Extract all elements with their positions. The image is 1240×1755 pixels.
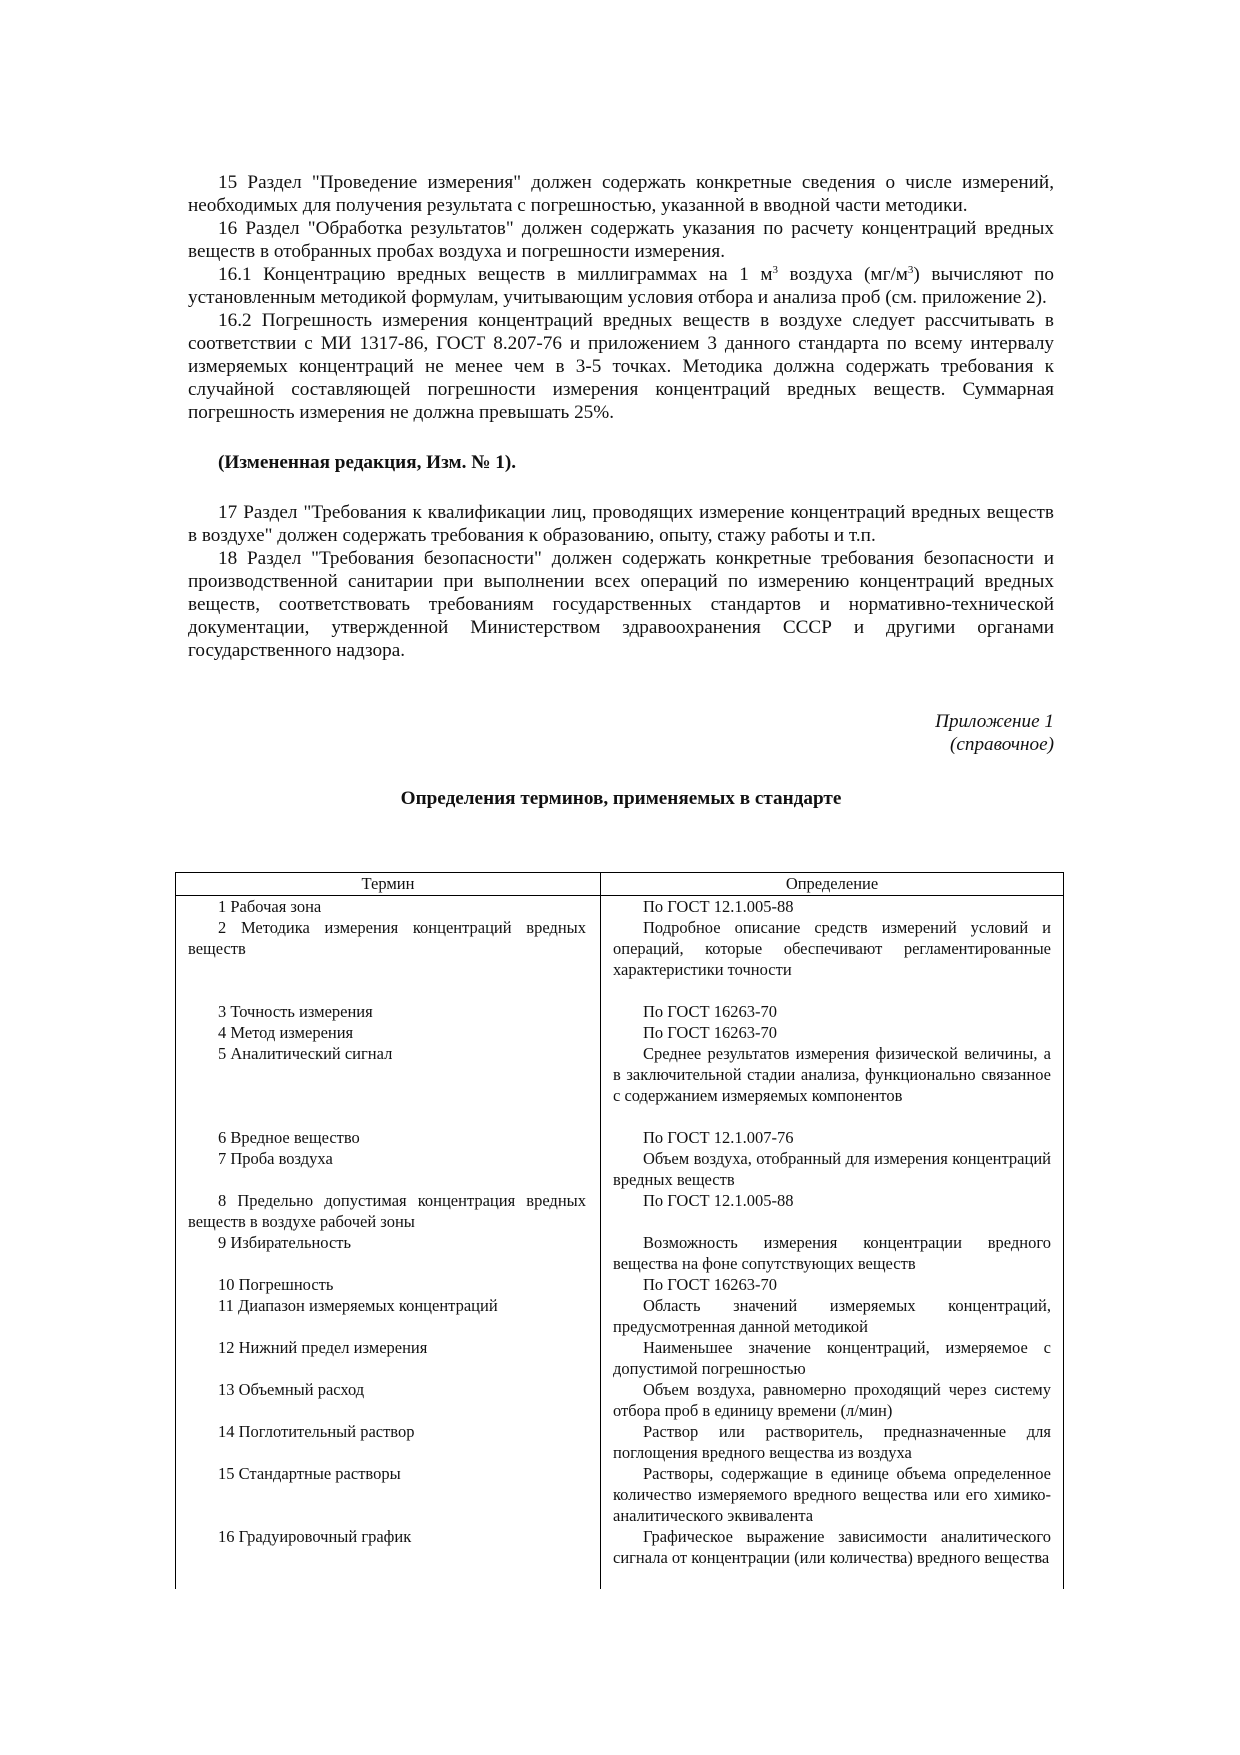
term-cell: 2 Методика измерения концентраций вредных веществ xyxy=(188,918,586,958)
definition-cell: Подробное описание средств измерений условий и операций, которые обеспечивают регламентированные характеристики точности xyxy=(613,918,1051,979)
paragraph-15: 15 Раздел "Проведение измерения" должен содержать конкретные сведения о числе измерений, необходимых для получения результата с погрешностью, указанной в вводной части методики. xyxy=(188,172,1054,216)
spacer xyxy=(188,474,1054,501)
definition-cell: Объем воздуха, равномерно проходящий через систему отбора проб в единицу времени (л/мин) xyxy=(613,1380,1051,1420)
paragraph-17: 17 Раздел "Требования к квалификации лиц, проводящих измерение концентраций вредных веществ в воздухе" должен содержать требования к образованию, опыту, стажу работы и т.п. xyxy=(188,502,1054,546)
table-row xyxy=(176,1022,1063,1043)
definition-cell: Объем воздуха, отобранный для измерения концентраций вредных веществ xyxy=(613,1149,1051,1189)
table-row xyxy=(176,1232,1063,1274)
definition-cell: По ГОСТ 12.1.005-88 xyxy=(643,1191,794,1210)
term-cell: 7 Проба воздуха xyxy=(218,1149,333,1168)
definition-cell: Растворы, содержащие в единице объема определенное количество измеряемого вредного вещества или его химико-аналитического эквивалента xyxy=(613,1464,1051,1525)
paragraph-16-1-part-b: воздуха (мг/м xyxy=(778,264,908,285)
table-header xyxy=(175,872,1064,896)
appendix-title: Приложение 1 xyxy=(935,711,1054,732)
paragraph-16-1-part-a: 16.1 Концентрацию вредных веществ в миллиграммах на 1 м xyxy=(218,264,773,285)
table-row xyxy=(176,1001,1063,1022)
table-body xyxy=(175,896,1064,1589)
definition-cell: Среднее результатов измерения физической величины, а в заключительной стадии анализа, функционально связанное с содержанием измеряемых компонентов xyxy=(613,1044,1051,1105)
header-definition: Определение xyxy=(785,874,879,893)
definition-cell: Возможность измерения концентрации вредного вещества на фоне сопутствующих веществ xyxy=(613,1233,1051,1273)
paragraph-16-1 xyxy=(188,263,1054,309)
header-term: Термин xyxy=(176,873,601,895)
paragraph-16-1-part-c: ) вычисляют по установленным методикой формулам, учитывающим условия отбора и анализа проб (см. приложение 2). xyxy=(188,264,1054,308)
paragraph-16-2: 16.2 Погрешность измерения концентраций вредных веществ в воздухе следует рассчитывать в соответствии с МИ 1317-86, ГОСТ 8.207-76 и приложением 3 данного стандарта по всему интервалу измеряемых концентраций не менее чем в 3-5 точках. Методика должна содержать требования к случайной составляющей погрешности измерения концентраций вредных веществ. Суммарная погрешность измерения не должна превышать 25%. xyxy=(188,310,1054,423)
document-body xyxy=(188,171,1054,810)
table-row xyxy=(176,1043,1063,1127)
paragraph-18: 18 Раздел "Требования безопасности" должен содержать конкретные требования безопасности и производственной санитарии при выполнении всех операций по измерению концентраций вредных веществ, соответствовать требованиям государственных стандартов и нормативно-технической документации, утвержденной Министерством здравоохранения СССР и другими органами государственного надзора. xyxy=(188,548,1054,661)
term-cell: 15 Стандартные растворы xyxy=(218,1464,401,1483)
term-cell: 6 Вредное вещество xyxy=(218,1128,360,1147)
table-row xyxy=(176,1337,1063,1379)
term-cell: 11 Диапазон измеряемых концентраций xyxy=(218,1296,498,1315)
term-cell: 8 Предельно допустимая концентрация вредных веществ в воздухе рабочей зоны xyxy=(188,1191,586,1231)
paragraph-16: 16 Раздел "Обработка результатов" должен содержать указания по расчету концентраций вредных веществ в отобранных пробах воздуха и погрешности измерения. xyxy=(188,218,1054,262)
superscript-3: 3 xyxy=(772,264,778,276)
spacer xyxy=(188,424,1054,451)
table-row xyxy=(176,917,1063,1001)
appendix-label xyxy=(188,710,1054,756)
table-row xyxy=(176,1295,1063,1337)
term-cell: 9 Избирательность xyxy=(218,1233,352,1252)
table-row xyxy=(176,1421,1063,1463)
amendment-note: (Измененная редакция, Изм. № 1). xyxy=(218,452,517,473)
table-row xyxy=(176,1148,1063,1190)
term-cell: 3 Точность измерения xyxy=(218,1002,373,1021)
term-cell: 5 Аналитический сигнал xyxy=(218,1044,393,1063)
term-cell: 12 Нижний предел измерения xyxy=(218,1338,428,1357)
table-row xyxy=(176,1463,1063,1526)
superscript-3: 3 xyxy=(907,264,914,276)
definition-cell: По ГОСТ 12.1.007-76 xyxy=(643,1128,794,1147)
term-cell: 1 Рабочая зона xyxy=(218,897,322,916)
table-row xyxy=(176,1379,1063,1421)
definition-cell: По ГОСТ 12.1.005-88 xyxy=(643,897,794,916)
table-row xyxy=(176,1127,1063,1148)
table-row xyxy=(176,1526,1063,1589)
terms-table xyxy=(175,872,1064,1589)
term-cell: 10 Погрешность xyxy=(218,1275,334,1294)
term-cell: 14 Поглотительный раствор xyxy=(218,1422,415,1441)
term-cell: 4 Метод измерения xyxy=(218,1023,354,1042)
definition-cell: По ГОСТ 16263-70 xyxy=(643,1023,777,1042)
term-cell: 13 Объемный расход xyxy=(218,1380,365,1399)
term-cell: 16 Градуировочный график xyxy=(218,1527,412,1546)
definition-cell: Графическое выражение зависимости аналитического сигнала от концентрации (или количества) вредного вещества xyxy=(613,1527,1051,1567)
table-row xyxy=(176,1190,1063,1232)
table-row xyxy=(176,896,1063,917)
table-title: Определения терминов, применяемых в стандарте xyxy=(400,788,842,809)
table-row xyxy=(176,1274,1063,1295)
appendix-subtitle: (справочное) xyxy=(949,734,1054,755)
definition-cell: Раствор или растворитель, предназначенные для поглощения вредного вещества из воздуха xyxy=(613,1422,1051,1462)
definition-cell: По ГОСТ 16263-70 xyxy=(643,1275,777,1294)
definition-cell: Наименьшее значение концентраций, измеряемое с допустимой погрешностью xyxy=(613,1338,1051,1378)
definition-cell: Область значений измеряемых концентраций, предусмотренная данной методикой xyxy=(613,1296,1051,1336)
definition-cell: По ГОСТ 16263-70 xyxy=(643,1002,777,1021)
